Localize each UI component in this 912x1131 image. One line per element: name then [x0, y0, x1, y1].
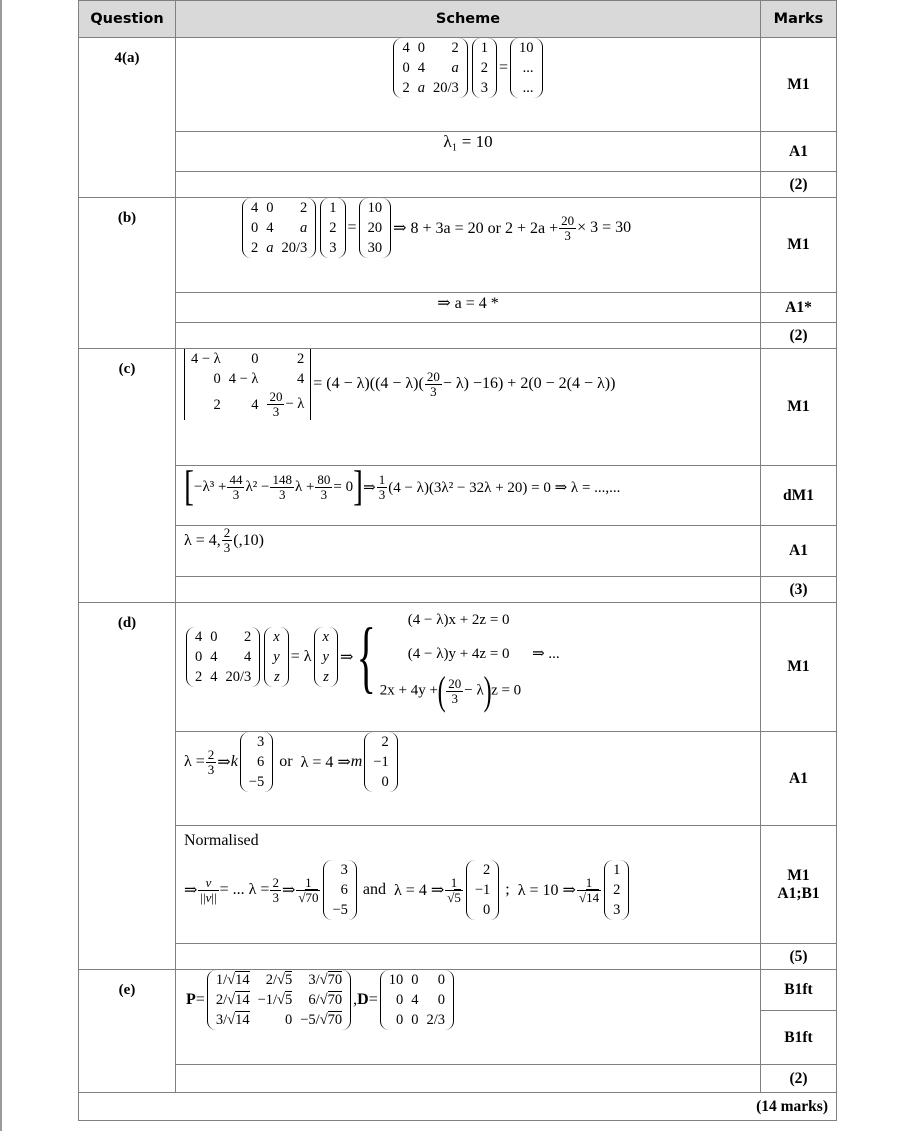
equation-system: (4 − λ)x + 2z = 0 (4 − λ)y + 4z = 0 ⇒ ... 2x + 4y +( $\frac{20}{3}$ − λ)z = 0: [379, 612, 560, 713]
subtotal-c: (3): [761, 577, 837, 603]
determinant: 4 − λ 0 2 0 4 − λ 4 2 4 $\frac{20}{3}$ − λ: [184, 349, 311, 420]
scheme-a-eigenvalue: λ₁ = 10: [443, 132, 493, 151]
subtotal-e: (2): [761, 1065, 837, 1093]
subtotal-d: (5): [761, 944, 837, 970]
mark-a-1: M1: [761, 38, 837, 132]
normalised-label: Normalised: [184, 832, 259, 849]
total-marks: (14 marks): [79, 1093, 837, 1121]
matrix-a: 4 0 2 0 4 a 2 a 20/3: [393, 38, 467, 98]
question-label-d: (d): [79, 603, 176, 970]
mark-c-3: A1: [761, 526, 837, 577]
question-label-a: 4(a): [79, 38, 176, 198]
mark-a-2: A1: [761, 132, 837, 172]
vector-result: 10 ... ...: [510, 38, 543, 98]
scheme-d-row3: Normalised ⇒ v ||v|| = ... λ = 2 3 ⇒ 1 √70 3 6 −5 and λ = 4 ⇒ 1 √5 2 −1 0 ; λ = 10 ⇒ 1 √14 1 2 3: [176, 826, 761, 944]
mark-c-1: M1: [761, 349, 837, 466]
marks-e: B1ft B1ft: [761, 970, 837, 1065]
mark-scheme-table: [78, 0, 837, 1121]
question-label-b: (b): [79, 198, 176, 349]
scheme-d-row2: λ = 2 3 ⇒ k 3 6 −5 or λ = 4 ⇒ m 2 −1 0: [176, 732, 761, 826]
scheme-c-row1: 4 − λ 0 2 0 4 − λ 4 2 4 $\frac{20}{3}$ − λ = (4 − λ)((4 − λ)( $\frac{20}{3}$ − λ) −16) + 2(0 − 2(4 − λ)): [176, 349, 761, 466]
mark-b-2: A1*: [761, 293, 837, 323]
mark-d-3: M1 A1;B1: [761, 826, 837, 944]
scheme-d-row1: 4 0 2 0 4 4 2 4 20/3 x y z = λ x y z ⇒ { (4 − λ)x + 2z = 0 (4 − λ)y + 4z = 0 ⇒ ... 2x + 4y +( $\frac{20}{3}$ − λ)z = 0: [176, 603, 761, 732]
mark-c-2: dM1: [761, 466, 837, 526]
scheme-b-row1: 4 0 2 0 4 a 2 a 20/3 1 2 3 = 10 20 30 ⇒ 8 + 3a = 20 or 2 + 2a + $\frac{20}{3}$ × 3 = 30: [176, 198, 761, 293]
scheme-a-row1: 4 0 2 0 4 a 2 a 20/3 1 2 3 = 10 ... ...: [176, 38, 761, 132]
left-border: [0, 0, 2, 1131]
scheme-b-a-value: ⇒ a = 4 *: [437, 295, 499, 312]
vector-123: 1 2 3: [472, 38, 497, 98]
matrix-P: 1/√14 2/√5 3/√70 2/√14 −1/√5 6/√70 3/√14 0 −5/√70: [207, 970, 351, 1030]
subtotal-a: (2): [761, 172, 837, 198]
scheme-c-row2: [ −λ³ + $\frac{44}{3}$ λ² − $\frac{148}{3}$ λ + $\frac{80}{3}$ = 0 ] ⇒ 1 3 (4 − λ)(3λ² − 32λ + 20) = 0 ⇒ λ = ...,...: [176, 466, 761, 526]
b-implies-text: ⇒ 8 + 3a = 20 or 2 + 2a +: [393, 220, 559, 237]
question-label-c: (c): [79, 349, 176, 603]
question-label-e: (e): [79, 970, 176, 1093]
header-row: [79, 1, 837, 38]
matrix-D: 10 0 0 0 4 0 0 0 2/3: [380, 970, 454, 1030]
header-marks: Marks: [761, 1, 837, 38]
scheme-c-row3: λ = 4, 2 3 (,10): [176, 526, 761, 577]
mark-b-1: M1: [761, 198, 837, 293]
header-question: Question: [79, 1, 176, 38]
mark-d-2: A1: [761, 732, 837, 826]
mark-d-1: M1: [761, 603, 837, 732]
scheme-e-row1: P = 1/√14 2/√5 3/√70 2/√14 −1/√5 6/√70 3/√14 0 −5/√70 , D = 10 0 0 0 4 0 0 0 2/3: [176, 970, 761, 1065]
subtotal-b: (2): [761, 323, 837, 349]
header-scheme: Scheme: [176, 1, 761, 38]
